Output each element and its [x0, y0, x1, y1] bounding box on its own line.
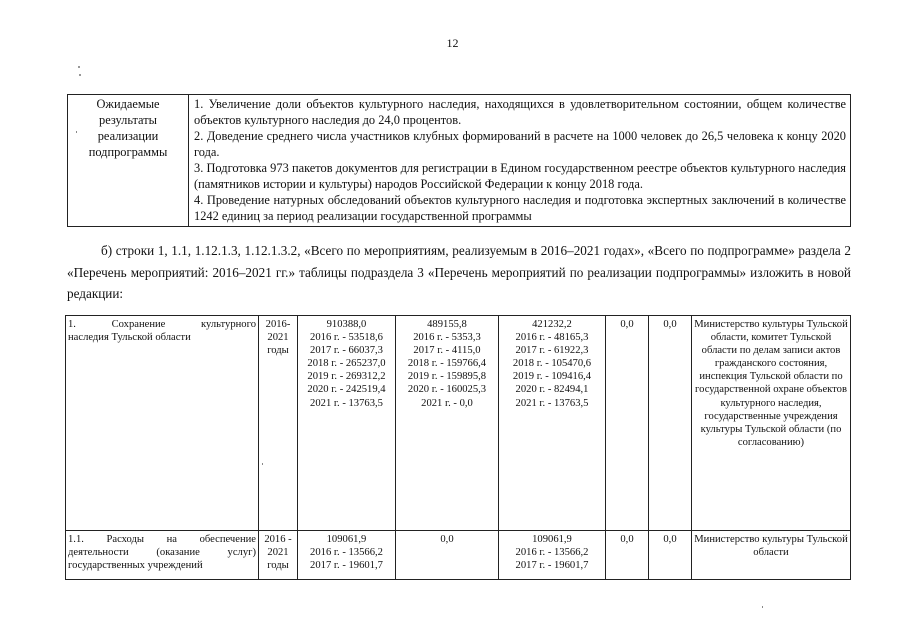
years-line: годы: [267, 345, 289, 357]
measure-name-line: деятельности (оказание услуг): [68, 547, 256, 559]
funding-line: 2019 г. - 269312,2: [307, 371, 386, 383]
measures-table: [65, 315, 851, 580]
funding-col4-cell: 0,0: [606, 531, 649, 580]
funding-line: 2019 г. - 109416,4: [512, 371, 592, 383]
funding-col3-cell: [499, 531, 606, 580]
years-cell: [259, 316, 298, 531]
funding-line: 2016 г. - 53518,6: [310, 332, 383, 344]
funding-line: 2018 г. - 265237,0: [307, 358, 386, 370]
years-cell: [259, 531, 298, 580]
funding-line: 2017 г. - 19601,7: [515, 560, 589, 572]
total-funding-cell: [298, 531, 396, 580]
funding-line: 2021 г. - 0,0: [421, 397, 473, 409]
total-funding-cell: [298, 316, 396, 531]
scan-speck: [78, 66, 80, 68]
funding-line: 910388,0: [326, 319, 367, 330]
funding-line: 109061,9: [326, 534, 367, 545]
label-line: подпрограммы: [88, 145, 168, 159]
funding-line: 109061,9: [532, 534, 572, 545]
funding-line: 0,0: [440, 534, 454, 545]
funding-col3-cell: [499, 316, 606, 531]
table-row: [66, 531, 851, 580]
label-line: результаты: [99, 113, 157, 127]
label-line: Ожидаемые: [96, 97, 160, 111]
years-line: 2021: [267, 332, 289, 344]
page-number: 12: [446, 36, 459, 50]
measure-name-cell: [66, 316, 259, 531]
funding-line: 2018 г. - 159766,4: [407, 358, 487, 370]
measure-name-line: 1.1. Расходы на обеспечение: [68, 534, 256, 545]
label-line: реализации: [97, 129, 159, 143]
funding-line: 2019 г. - 159895,8: [407, 371, 487, 383]
scan-speck: [79, 74, 81, 76]
funding-line: 2016 г. - 48165,3: [515, 332, 589, 344]
years-line: 2021: [267, 547, 289, 559]
years-line: 2016-: [265, 319, 291, 330]
funding-line: 2020 г. - 82494,1: [515, 384, 589, 396]
funding-line: 2021 г. - 13763,5: [310, 397, 383, 409]
funding-line: 2020 г. - 242519,4: [307, 384, 386, 396]
amendment-paragraph: б) строки 1, 1.1, 1.12.1.3, 1.12.1.3.2, «Всего по мероприятиям, реализуемым в 2016–2021 годах», «Всего по подпрограмме» раздела 2 «Перечень мероприятий: 2016–2021 гг.» таблицы подраздела 3 «Перечень мероприятий по реализации подпрограммы» изложить в новой редакции:: [67, 243, 851, 301]
results-text-cell: [189, 95, 851, 227]
funding-line: 421232,2: [532, 319, 572, 330]
funding-col4-cell: 0,0: [606, 316, 649, 531]
executor-cell: Министерство культуры Тульской области: [692, 531, 851, 580]
funding-line: 2016 г. - 13566,2: [515, 547, 589, 559]
scan-speck: [762, 606, 763, 608]
funding-line: 2018 г. - 105470,6: [512, 358, 592, 370]
result-item: 3. Подготовка 973 пакетов документов для регистрации в Едином государственном реестре объектов культурного наследия (памятников истории и культуры) народов Российской Федерации к концу 2018 года.: [194, 161, 846, 191]
measure-name-line: государственных учреждений: [68, 560, 203, 572]
result-item: 1. Увеличение доли объектов культурного наследия, находящихся в удовлетворительном состоянии, общем количестве объектов культурного наследия до 24,0 процентов.: [194, 97, 846, 127]
funding-col2-cell: [396, 316, 499, 531]
funding-line: 2017 г. - 4115,0: [413, 345, 481, 357]
results-table: [67, 94, 851, 227]
funding-line: 2016 г. - 5353,3: [413, 332, 481, 344]
funding-line: 2017 г. - 19601,7: [310, 560, 383, 572]
executor-cell: Министерство культуры Тульской области, комитет Тульской области по делам записи актов гражданского состояния, инспекция Тульской области по государственной охране объектов культурного наследия, государственные учреждения культуры Тульской области (по согласованию): [692, 316, 851, 531]
result-item: 4. Проведение натурных обследований объектов культурного наследия и подготовка экспертных заключений в количестве 1242 единиц за период реализации государственной программы: [194, 193, 846, 223]
funding-line: 2021 г. - 13763,5: [515, 397, 589, 409]
funding-col2-cell: [396, 531, 499, 580]
funding-col5-cell: 0,0: [649, 531, 692, 580]
funding-col5-cell: 0,0: [649, 316, 692, 531]
result-item: 2. Доведение среднего числа участников клубных формирований в расчете на 1000 человек до 26,5 человека к концу 2020 года.: [194, 129, 846, 159]
years-line: 2016 -: [264, 534, 292, 545]
results-label-cell: [68, 95, 189, 227]
funding-line: 2017 г. - 66037,3: [310, 345, 383, 357]
measure-name-line: наследия Тульской области: [68, 332, 191, 344]
measure-name-line: 1. Сохранение культурного: [68, 319, 256, 330]
funding-line: 489155,8: [427, 319, 467, 330]
funding-line: 2016 г. - 13566,2: [310, 547, 383, 559]
years-line: годы: [267, 560, 289, 572]
measure-name-cell: [66, 531, 259, 580]
funding-line: 2017 г. - 61922,3: [515, 345, 589, 357]
funding-line: 2020 г. - 160025,3: [407, 384, 487, 396]
table-row: [66, 316, 851, 531]
